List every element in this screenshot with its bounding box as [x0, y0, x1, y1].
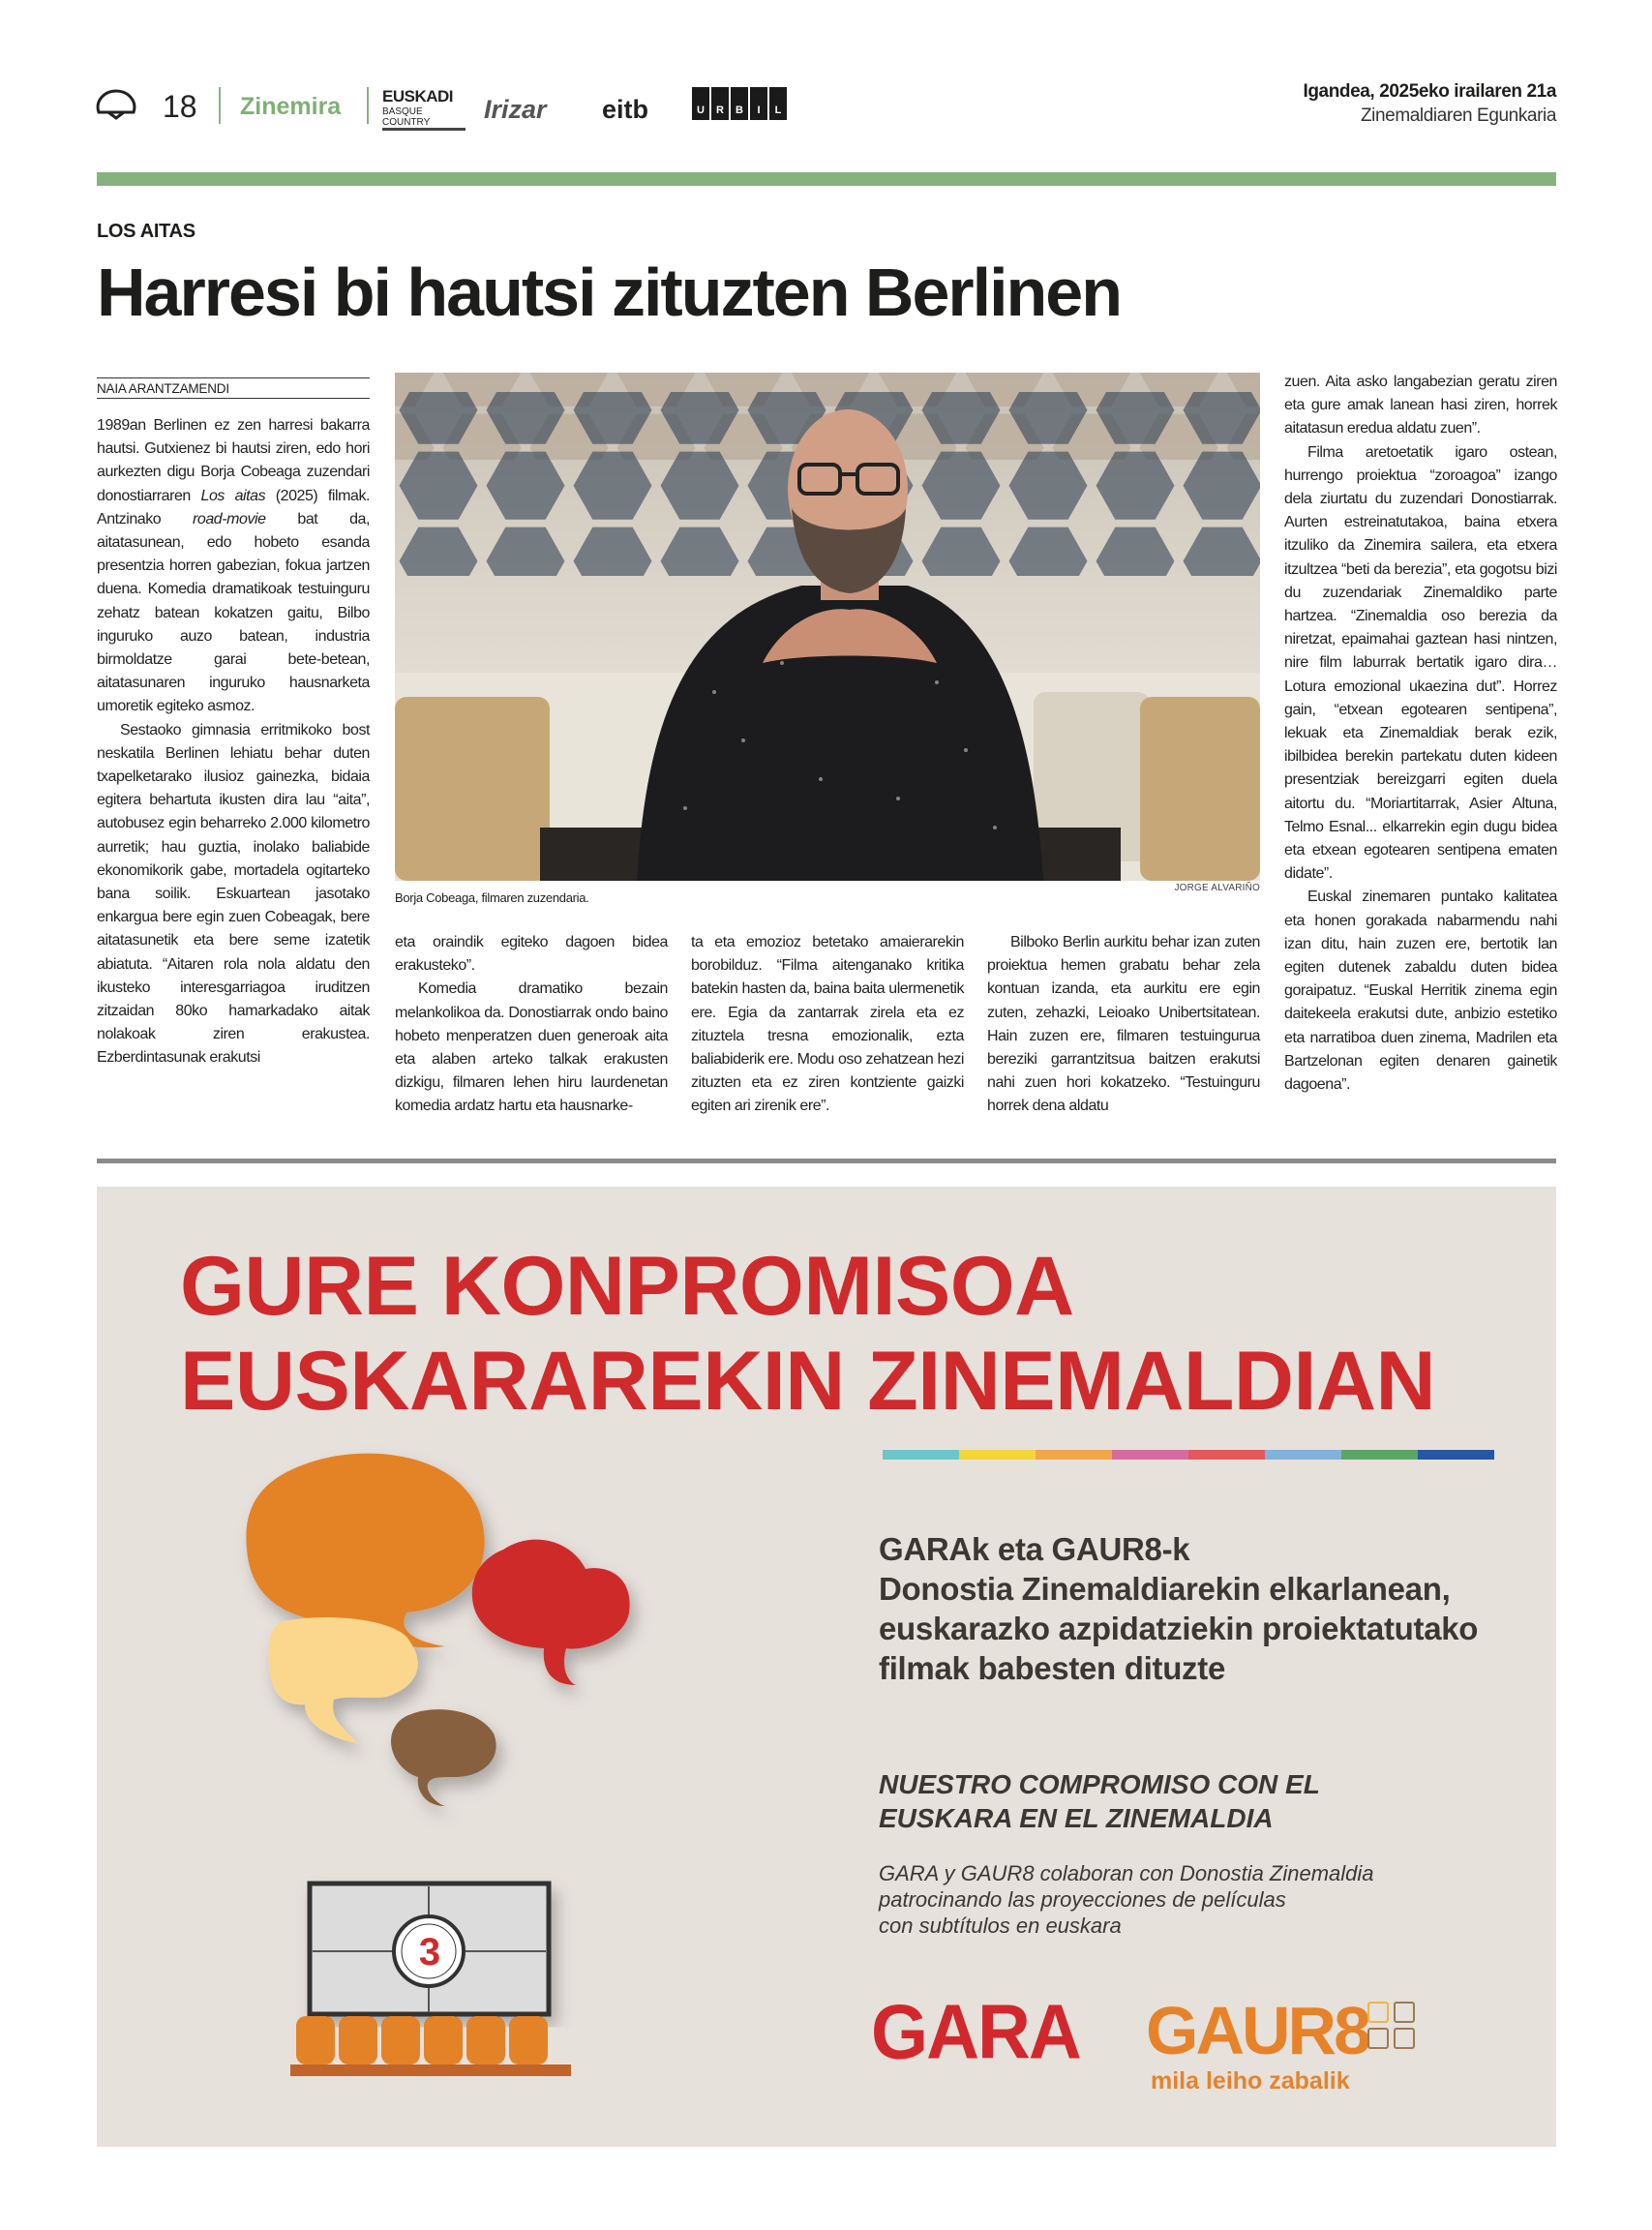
- italic-term: road-movie: [193, 510, 266, 527]
- text-line: patrocinando las proyecciones de películas: [879, 1887, 1286, 1912]
- eitb-logo: eitb: [602, 95, 649, 124]
- stripe-segment: [1112, 1450, 1188, 1460]
- ad-headline: [180, 1239, 1435, 1429]
- gaur8-logo: GAUR8: [1146, 1993, 1369, 2068]
- ad-spanish-heading: [879, 1767, 1320, 1835]
- text: bat da, aitatasunean, edo hobeto esanda presentzia horren gabezian, fokua jartzen duena. Komedia dramatikoak testuinguru zehatz batean kokatzen gaitu, Bilbo inguruko auzo batean, industria birmoldatze garai bete-betean, aitatasunaren inguruko hausnarketa umoretik egiteko asmoz.: [97, 510, 370, 715]
- divider: [219, 87, 221, 124]
- paragraph: eta oraindik egiteko dagoen bidea erakusteko”.: [395, 934, 668, 975]
- section-divider: [97, 1159, 1556, 1163]
- euskadi-logo: [382, 87, 466, 131]
- paragraph: zuen. Aita asko langabezian geratu ziren eta gure amak lanean hasi ziren, horrek aitatasun eredua aldatu zuen”.: [1284, 374, 1557, 437]
- text-line: NUESTRO COMPROMISO CON EL: [879, 1769, 1320, 1799]
- text-line: euskarazko azpidatziekin proiektatutako: [879, 1611, 1479, 1646]
- text-line: GARAk eta GAUR8-k: [879, 1531, 1190, 1567]
- page-number: 18: [163, 89, 197, 124]
- stripe-segment: [1418, 1450, 1494, 1460]
- urbil-letter: R: [711, 87, 729, 120]
- text-line: GARA y GAUR8 colaboran con Donostia Zinemaldia: [879, 1861, 1374, 1885]
- paragraph: Komedia dramatiko bezain melankolikoa da. Donostiarrak ondo baino hobeto menperatzen duen generoak aita eta alaben arteko talkak erakusten dizkigu, filmaren lehen hiru laurdenetan komedia ardatz hartu eta hausnarke-: [395, 980, 668, 1115]
- stripe-segment: [1188, 1450, 1265, 1460]
- section-color-bar: [97, 172, 1556, 186]
- stripe-segment: [1265, 1450, 1341, 1460]
- text-line: Donostia Zinemaldiarekin elkarlanean,: [879, 1571, 1451, 1607]
- issue-date: Igandea, 2025eko irailaren 21a: [1303, 81, 1556, 102]
- urbil-letter: U: [692, 87, 709, 120]
- paragraph: ta eta emozioz betetako amaierarekin borobilduz. “Filma aitenganako kritika batekin hasten da, baina baita ulermenetik ere. Egia da zantarrak zirela eta ez zituztela tresna emozionalik, ezta baliabiderik ere. Modu oso zehatzean hezi zituzten eta ez ziren kontziente gaizki egiten ari zirenik ere”.: [691, 934, 964, 1115]
- euskadi-logo-text: EUSKADI: [382, 87, 454, 105]
- urbil-letter: I: [750, 87, 767, 120]
- speech-bubbles-illustration: [213, 1443, 668, 2125]
- advertisement: [97, 1187, 1556, 2147]
- euskadi-logo-subtext: BASQUE COUNTRY: [382, 106, 466, 131]
- article-column-1: [97, 414, 370, 1070]
- gaur8-windows-icon: [1367, 2002, 1415, 2049]
- paragraph: Sestaoko gimnasia erritmikoko bost neskatila Berlinen lehiatu behar duten txapelketarako ilusioz gainezka, bidaia egitera behartuta ikusten dira lau “aita”, autobusez egin beharreko 2.000 kilometro aurretik; hau guztia, inolako baliabide ekonomikorik gabe, mortadela ogitarteko bana soilik. Eskuartean jasotako enkargua bere egin zuen Cobeagak, bere aitatasunetik eta bere seme izatetik abiatuta. “Aitaren rola nola aldatu den ikusteko interesgarriagoa iruditzen zitzaidan 80ko hamarkadako aitak nolakoak ziren erakustea. Ezberdintasunak erakutsi: [97, 721, 370, 1067]
- article-photo: [395, 373, 1260, 881]
- photo-caption: Borja Cobeaga, filmaren zuzendaria.: [395, 890, 589, 905]
- publication-name: Zinemaldiaren Egunkaria: [1360, 105, 1556, 126]
- section-name: Zinemira: [240, 93, 342, 120]
- text: (2025) filmak. Antzinako: [97, 487, 370, 527]
- film-title: Los aitas: [200, 487, 266, 504]
- paragraph: Filma aretoetatik igaro ostean, hurrengo proiektua “zoroagoa” izango dela ziurtatu du zuzendari Donostiarrak. Aurten estreinatutakoa, baina etxera itzuliko da Zinemira sailera, eta etxera itzultzea “beti da berezia”, eta gogotsu bizi du zuzendariak Zinemaldiko parte hartzea. “Zinemaldia oso berezia da niretzat, epaimahai gaztean hasi nintzen, nire film laburrak bertatik igaro dira… Lotura emozional ukaezina dut”. Horrez gain, “etxean egotearen sentipena”, lekuak eta Zinemaldiak berak ezik, ibilbidea berekin partekatu duten kideen presentziak bereizgarri egiten duela aitortu du. “Moriartitarrak, Asier Altuna, Telmo Esnal... elkarrekin egin dugu bidea eta etxean egotearen sentipena ematen didate”.: [1284, 443, 1557, 883]
- urbil-logo: [692, 87, 787, 120]
- urbil-letter: B: [731, 87, 748, 120]
- shell-logo-icon: [95, 89, 137, 125]
- gara-logo: GARA: [871, 1988, 1080, 2076]
- article-headline: Harresi bi hautsi zituzten Berlinen: [97, 255, 1121, 330]
- irizar-logo: Irizar: [484, 95, 547, 124]
- stripe-segment: [883, 1450, 959, 1460]
- screen-countdown-number: 3: [418, 1931, 441, 1974]
- text-line: con subtítulos en euskara: [879, 1914, 1122, 1938]
- ad-basque-text: [879, 1529, 1478, 1688]
- paragraph: Bilboko Berlin aurkitu behar izan zuten proiektua hemen grabatu behar zela kontuan izanda, eta aurkitu ere egin zuten, zehazki, Leioako Unibertsitatean. Hain zuzen ere, filmaren testuingurua bereziki garrantzitsua baitzen erakutsi nahi zuen hori kokatzeko. “Testuinguru horrek dena aldatu: [987, 934, 1260, 1115]
- ad-headline-line: GURE KONPROMISOA: [180, 1240, 1074, 1333]
- paragraph: [97, 414, 370, 719]
- article-column-2: [395, 931, 668, 1119]
- text: 1989an Berlinen ez zen harresi bakarra hautsi. Gutxienez bi hautsi ziren, edo hori aurkezten digu Borja Cobeaga zuzendari donostiarraren: [97, 417, 370, 504]
- article-column-4: [987, 931, 1260, 1119]
- text-line: EUSKARA EN EL ZINEMALDIA: [879, 1803, 1274, 1833]
- stripe-segment: [1341, 1450, 1418, 1460]
- byline: NAIA ARANTZAMENDI: [97, 377, 370, 399]
- stripe-segment: [959, 1450, 1036, 1460]
- ad-headline-line: EUSKARAREKIN ZINEMALDIAN: [180, 1335, 1436, 1428]
- gaur8-tagline: mila leiho zabalik: [1151, 2067, 1350, 2094]
- urbil-letter: L: [769, 87, 787, 120]
- photo-credit: JORGE ALVARIÑO: [1174, 883, 1260, 893]
- article-column-3: [691, 931, 964, 1119]
- paragraph: Euskal zinemaren puntako kalitatea eta honen gorakada nabarmendu nahi izan ditu, hain zuzen ere, bertotik lan egiten dutenek zabaldu duten bidea goraipatuz. “Euskal Herritik zinema egin daitekeela erakutsi dute, anbizio estetiko eta narratiboa duen zinema, Madrilen eta Bartzelonan egiten denaren gainetik dagoena”.: [1284, 889, 1557, 1094]
- text-line: filmak babesten dituzte: [879, 1650, 1226, 1686]
- stripe-segment: [1036, 1450, 1112, 1460]
- color-stripe: [883, 1450, 1494, 1460]
- divider: [367, 87, 369, 124]
- article-kicker: LOS AITAS: [97, 221, 195, 242]
- article-column-5: [1284, 371, 1557, 1097]
- ad-spanish-text: [879, 1860, 1374, 1939]
